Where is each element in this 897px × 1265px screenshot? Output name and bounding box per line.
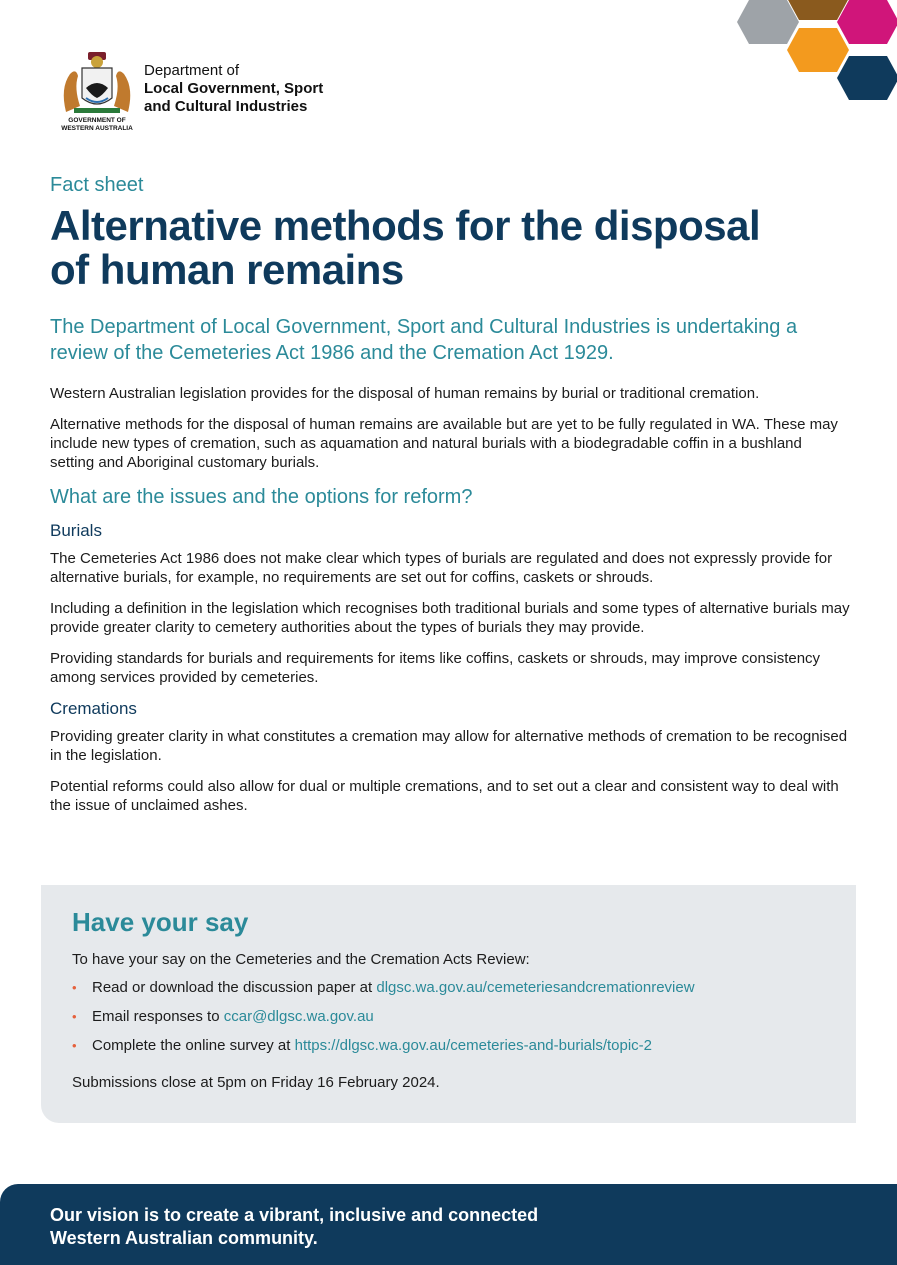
email-link[interactable]: ccar@dlgsc.wa.gov.au xyxy=(223,1008,374,1025)
hexagon-magenta xyxy=(837,0,897,44)
hexagon-grey xyxy=(737,0,799,44)
have-your-say-panel xyxy=(41,885,856,1123)
bullet-icon: • xyxy=(72,1009,77,1024)
department-name xyxy=(144,62,323,116)
survey-link[interactable]: https://dlgsc.wa.gov.au/cemeteries-and-burials/topic-2 xyxy=(294,1037,653,1054)
body-paragraph-2: Alternative methods for the disposal of human remains are available but are yet to be fully regulated in WA. These may include new types of cremation, such as aquamation and natural burials with a biodegradable coffin in a bushland setting and Aboriginal customary burials. xyxy=(50,416,838,471)
list-item-text: Complete the online survey at xyxy=(92,1037,295,1054)
intro-paragraph: The Department of Local Government, Sport and Cultural Industries is undertaking a review of the Cemeteries Act 1986 and the Cremation Act 1929. xyxy=(50,316,798,364)
burials-paragraph-3: Providing standards for burials and requirements for items like coffins, caskets or shrouds, may improve consistency among services provided by cemeteries. xyxy=(50,650,821,686)
burials-paragraph-2: Including a definition in the legislation which recognises both traditional burials and some types of alternative burials may provide greater clarity to cemetery authorities about the types of burials they may provide. xyxy=(50,600,850,636)
list-item-text: Read or download the discussion paper at xyxy=(92,979,377,996)
department-line-1: Department of xyxy=(144,62,240,79)
department-line-3: and Cultural Industries xyxy=(144,98,308,115)
cremations-paragraph-1: Providing greater clarity in what constitutes a cremation may allow for alternative methods of cremation to be recognised in the legislation. xyxy=(50,728,848,764)
burials-heading: Burials xyxy=(50,521,102,540)
hexagon-orange xyxy=(787,28,849,72)
list-item xyxy=(72,1036,695,1065)
body-paragraph-1: Western Australian legislation provides for the disposal of human remains by burial or traditional cremation. xyxy=(50,385,760,402)
have-your-say-list xyxy=(72,978,695,1065)
wa-government-crest xyxy=(52,48,142,136)
vision-line-2: Western Australian community. xyxy=(50,1228,318,1248)
page-title: Alternative methods for the disposal of human remains xyxy=(50,202,761,293)
submissions-deadline: Submissions close at 5pm on Friday 16 February 2024. xyxy=(72,1074,440,1091)
vision-statement xyxy=(50,1204,650,1250)
hexagon-brown xyxy=(787,0,849,20)
svg-text:WESTERN AUSTRALIA: WESTERN AUSTRALIA xyxy=(61,125,133,132)
cremations-paragraph-2: Potential reforms could also allow for dual or multiple cremations, and to set out a clear and consistent way to deal with the issue of unclaimed ashes. xyxy=(50,778,839,814)
cremations-heading: Cremations xyxy=(50,699,137,718)
discussion-paper-link[interactable]: dlgsc.wa.gov.au/cemeteriesandcremationreview xyxy=(376,979,695,996)
issues-heading: What are the issues and the options for reform? xyxy=(50,486,473,508)
list-item xyxy=(72,978,695,1007)
list-item-text: Email responses to xyxy=(92,1008,224,1025)
list-item xyxy=(72,1007,695,1036)
bullet-icon: • xyxy=(72,980,77,995)
department-line-2: Local Government, Sport xyxy=(144,80,324,97)
footer-banner xyxy=(0,1184,897,1265)
hexagon-navy xyxy=(837,56,897,100)
bullet-icon: • xyxy=(72,1038,77,1053)
vision-line-1: Our vision is to create a vibrant, inclusive and connected xyxy=(50,1205,539,1225)
main-content xyxy=(50,384,850,827)
svg-text:GOVERNMENT OF: GOVERNMENT OF xyxy=(68,117,126,124)
document-type-label: Fact sheet xyxy=(50,174,144,196)
have-your-say-lead: To have your say on the Cemeteries and the Cremation Acts Review: xyxy=(72,951,530,968)
have-your-say-title: Have your say xyxy=(72,907,249,937)
burials-paragraph-1: The Cemeteries Act 1986 does not make clear which types of burials are regulated and does not expressly provide for alternative burials, for example, no requirements are set out for coffins, caskets or shrouds. xyxy=(50,550,833,586)
decorative-hexagons xyxy=(737,0,897,110)
